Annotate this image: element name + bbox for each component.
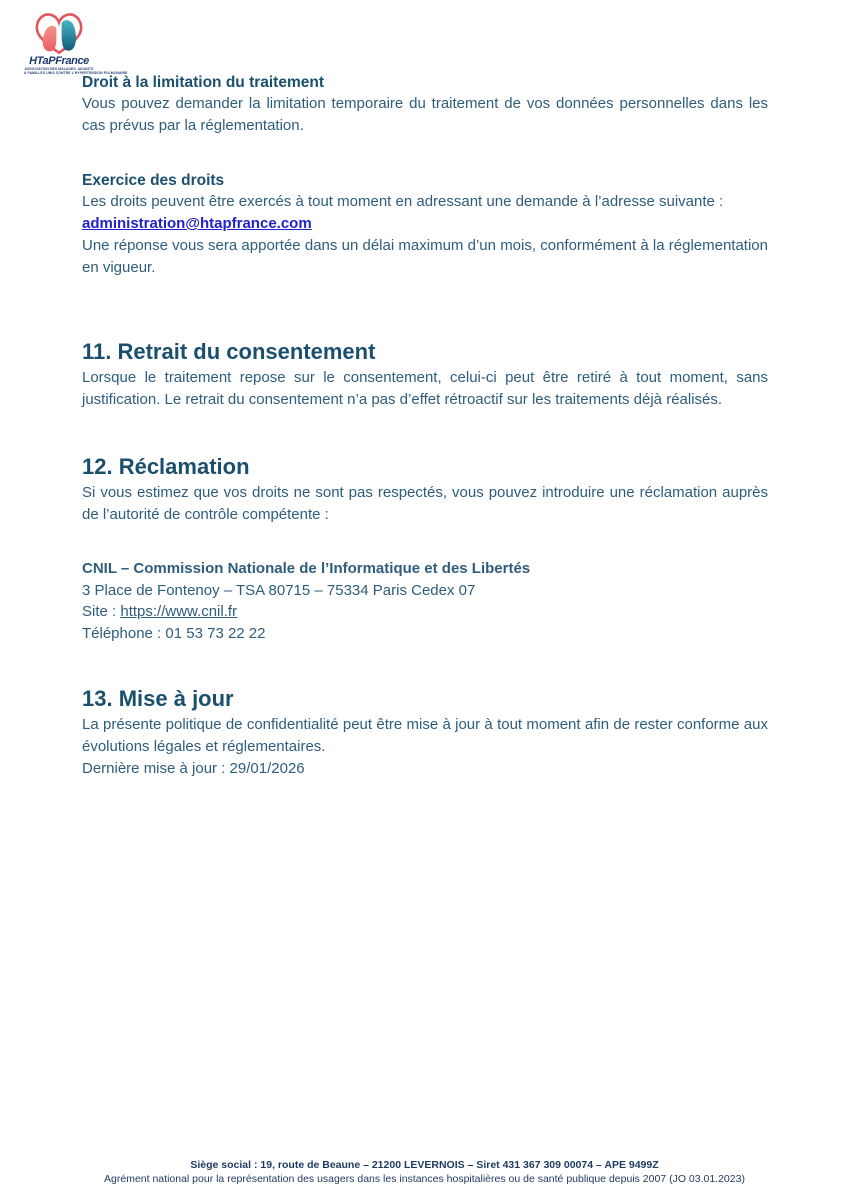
logo-tagline-line2: & FAMILLES UNIS CONTRE L’HYPERTENSION PULMONAIRE <box>24 71 128 76</box>
heading-12-reclamation: 12. Réclamation <box>82 454 250 479</box>
document-body <box>82 0 768 780</box>
heart-lungs-icon <box>33 10 85 58</box>
paragraph-response: Une réponse vous sera apportée dans un délai maximum d’un mois, conformément à la réglementation en vigueur. <box>82 237 768 276</box>
page-footer <box>0 1159 849 1186</box>
subheading-exercice: Exercice des droits <box>82 172 225 189</box>
footer-line1: Siège social : 19, route de Beaune – 21200 LEVERNOIS – Siret 431 367 309 00074 – APE 9499Z <box>190 1159 659 1171</box>
footer-line2: Agrément national pour la représentation des usagers dans les instances hospitalières ou de santé publique depuis 2007 (JO 03.01.2023) <box>104 1172 745 1185</box>
subheading-limitation: Droit à la limitation du traitement <box>82 74 324 91</box>
cnil-name: CNIL – Commission Nationale de l’Informatique et des Libertés <box>82 560 531 577</box>
last-update-line: Dernière mise à jour : 29/01/2026 <box>82 760 305 777</box>
cnil-site-link[interactable]: https://www.cnil.fr <box>120 603 238 620</box>
cnil-address: 3 Place de Fontenoy – TSA 80715 – 75334 Paris Cedex 07 <box>82 581 476 599</box>
paragraph-exercice <box>82 191 768 235</box>
cnil-site-label: Site : <box>82 603 121 620</box>
exercice-intro-text: Les droits peuvent être exercés à tout moment en adressant une demande à l’adresse suivante : <box>82 193 724 210</box>
cnil-site-line <box>82 601 768 623</box>
cnil-contact-block <box>82 558 768 644</box>
heading-11-retrait: 11. Retrait du consentement <box>82 339 376 364</box>
paragraph-limitation: Vous pouvez demander la limitation temporaire du traitement de vos données personnelles dans les cas prévus par la réglementation. <box>82 95 768 134</box>
logo-tagline-line1: ASSOCIATION DES MALADES, AIDANTS <box>24 67 94 71</box>
paragraph-retrait: Lorsque le traitement repose sur le consentement, celui-ci peut être retiré à tout moment, sans justification. Le retrait du consentement n’a pas d’effet rétroactif sur les traitements déjà réalisés. <box>82 369 768 408</box>
paragraph-mise-a-jour: La présente politique de confidentialité peut être mise à jour à tout moment afin de rester conforme aux évolutions légales et réglementaires. <box>82 716 768 755</box>
heading-13-mise-a-jour: 13. Mise à jour <box>82 686 234 711</box>
paragraph-reclamation: Si vous estimez que vos droits ne sont pas respectés, vous pouvez introduire une réclamation auprès de l’autorité de contrôle compétente : <box>82 484 768 523</box>
email-link[interactable]: administration@htapfrance.com <box>82 215 312 232</box>
cnil-phone: Téléphone : 01 53 73 22 22 <box>82 624 266 642</box>
logo-brand-text: HTaPFrance <box>29 55 89 67</box>
